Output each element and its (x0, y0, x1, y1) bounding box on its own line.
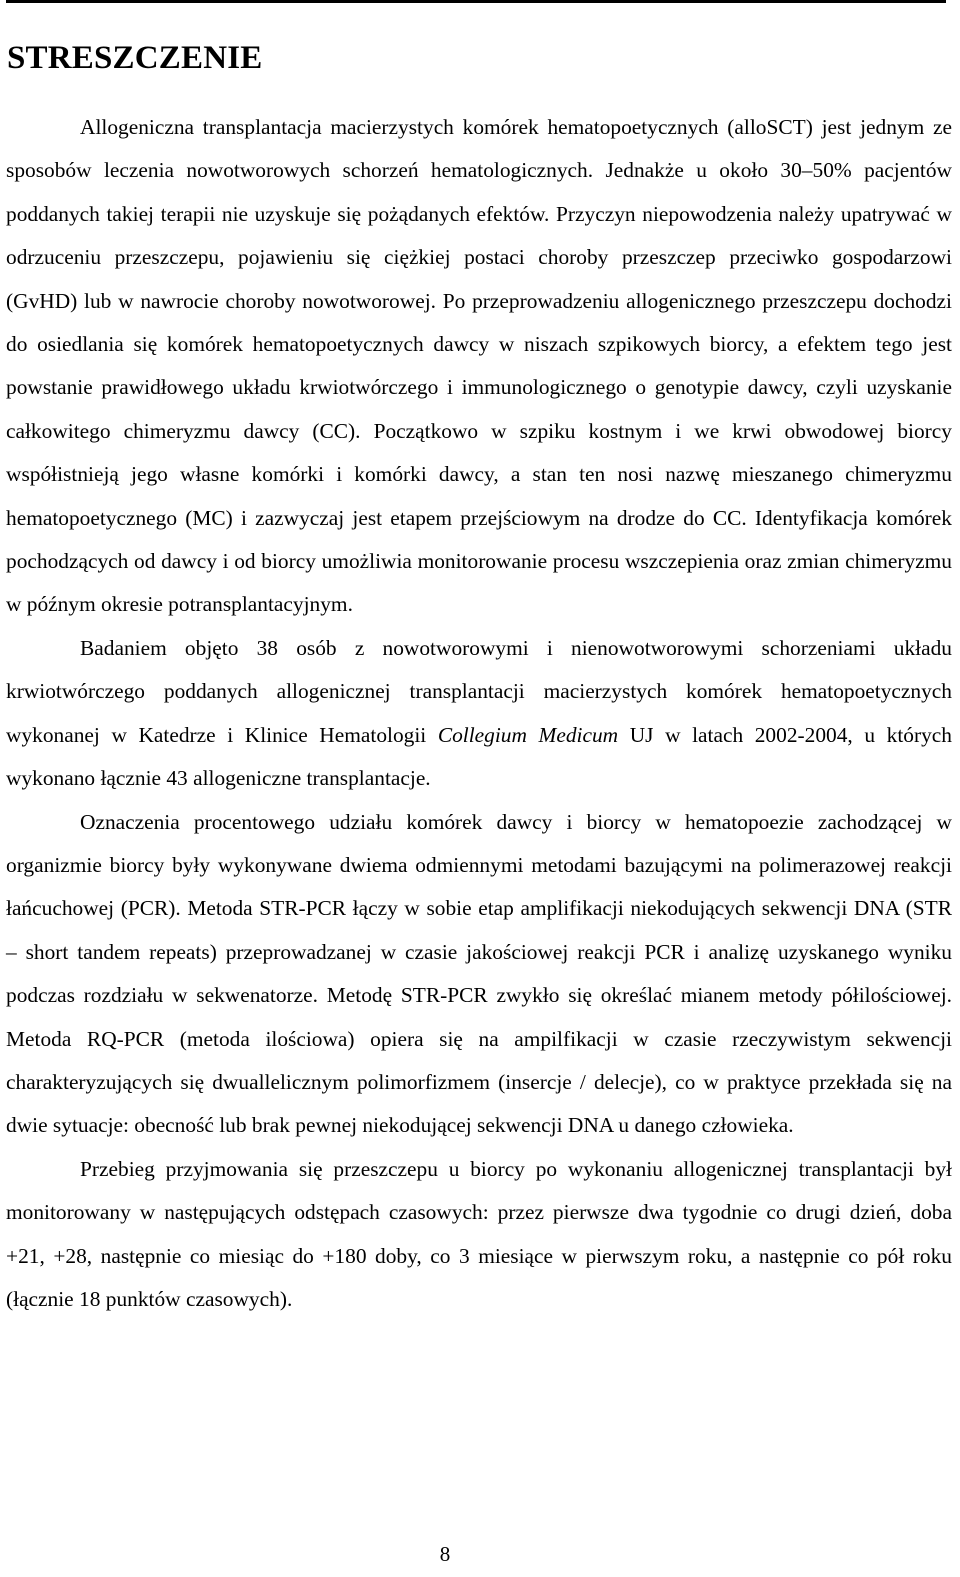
page-number: 8 (439, 1542, 451, 1566)
paragraph-2 (6, 627, 952, 801)
paragraph-4: Przebieg przyjmowania się przeszczepu u biorcy po wykonaniu allogenicznej transplantacji był monitorowany w następujących odstępach czasowych: przez pierwsze dwa tygodnie co drugi dzień, doba +21, +28, następnie co miesiąc do +180 doby, co 3 miesiące w pierwszym roku, a następnie co pół roku (łącznie 18 punktów czasowych). (6, 1156, 952, 1311)
paragraph-2-text-start: Badaniem objęto 38 osób z nowotworowymi i nienowotworowymi schorzeniami układu krwiotwórczego poddanych allogenicznej transplantacji macierzystych komórek hematopoetycznych wykonanej w Katedrze i Klinice Hematologii (6, 635, 952, 747)
paragraph-3: Oznaczenia procentowego udziału komórek dawcy i biorcy w hematopoezie zachodzącej w organizmie biorcy były wykonywane dwiema odmiennymi metodami bazującymi na polimerazowej reakcji łańcuchowej (PCR). Metoda STR-PCR łączy w sobie etap amplifikacji niekodujących sekwencji DNA (STR – short tandem repeats) przeprowadzanej w czasie jakościowej reakcji PCR i analizę uzyskanego wyniku podczas rozdziału w sekwenatorze. Metodę STR-PCR zwykło się określać mianem metody półilościowej. Metoda RQ-PCR (metoda ilościowa) opiera się na ampilfikacji w czasie rzeczywistym sekwencji charakteryzujących się dwuallelicznym polimorfizmem (insercje / delecje), co w praktyce przekłada się na dwie sytuacje: obecność lub brak pewnej niekodującej sekwencji DNA u danego człowieka. (6, 809, 952, 1138)
header-rule (6, 0, 946, 3)
section-title: STRESZCZENIE (7, 40, 263, 76)
paragraph-1: Allogeniczna transplantacja macierzystych komórek hematopoetycznych (alloSCT) jest jednym ze sposobów leczenia nowotworowych schorzeń hematologicznych. Jednakże u około 30–50% pacjentów poddanych takiej terapii nie uzyskuje się pożądanych efektów. Przyczyn niepowodzenia należy upatrywać w odrzuceniu przeszczepu, pojawieniu się ciężkiej postaci choroby przeszczep przeciwko gospodarzowi (GvHD) lub w nawrocie choroby nowotworowej. Po przeprowadzeniu allogenicznego przeszczepu dochodzi do osiedlania się komórek hematopoetycznych dawcy w niszach szpikowych biorcy, a efektem tego jest powstanie prawidłowego układu krwiotwórczego i immunologicznego o genotypie dawcy, czyli uzyskanie całkowitego chimeryzmu dawcy (CC). Początkowo w szpiku kostnym i we krwi obwodowej biorcy współistnieją jego własne komórki i komórki dawcy, a stan ten nosi nazwę mieszanego chimeryzmu hematopoetycznego (MC) i zazwyczaj jest etapem przejściowym na drodze do CC. Identyfikacja komórek pochodzących od dawcy i od biorcy umożliwia monitorowanie procesu wszczepienia oraz zmian chimeryzmu w późnym okresie potransplantacyjnym. (6, 115, 952, 617)
paragraph-2-italic-institution: Collegium Medicum (437, 722, 619, 747)
abstract-body (6, 106, 952, 1321)
paragraph-2-text-end: UJ w latach 2002-2004, u których wykonano łącznie 43 allogeniczne transplantacje. (6, 722, 952, 791)
